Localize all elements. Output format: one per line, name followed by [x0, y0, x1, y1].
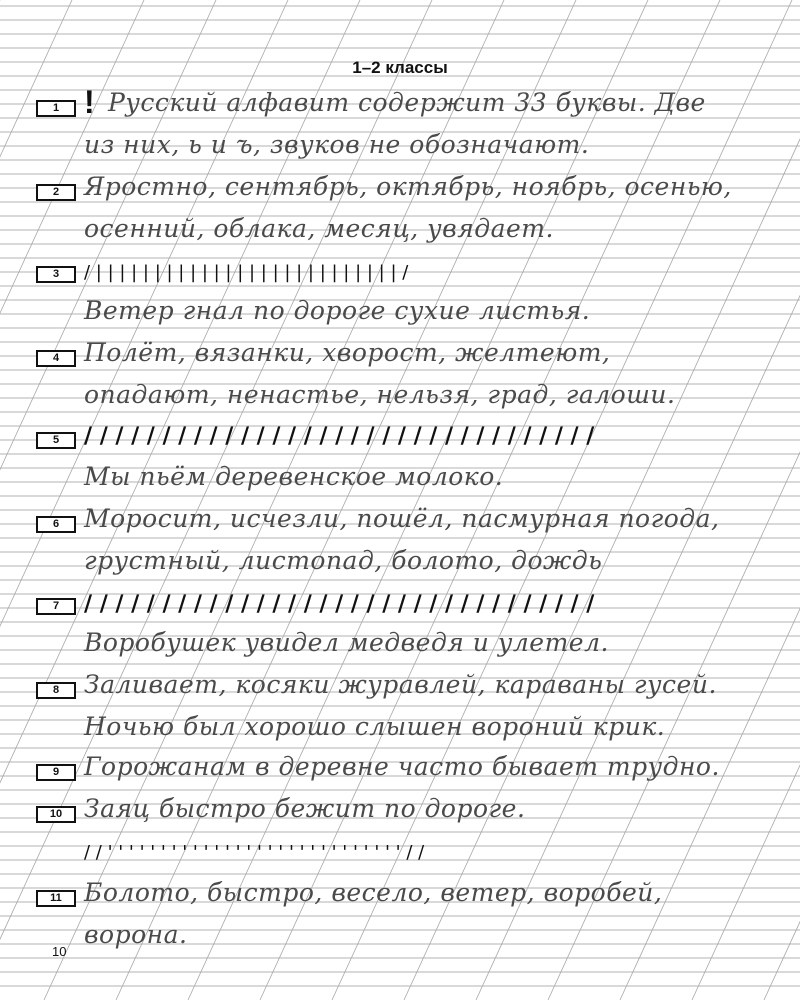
- exercise-11-line-2: ворона.: [84, 920, 188, 949]
- exercise-number-8: 8: [36, 682, 76, 699]
- exclamation-icon: !: [84, 84, 95, 120]
- exercise-number-3: 3: [36, 266, 76, 283]
- exercise-3-stroke-marks: / | | | | | | | | | | | | | | | | | | | | | | | | | | /: [84, 262, 409, 283]
- exercise-4-line-2: опадают, ненастье, нельзя, град, галоши.: [84, 380, 676, 409]
- exercise-1-line-1: Русский алфавит содержит 33 буквы. Две: [108, 88, 706, 117]
- page-title: 1–2 классы: [352, 58, 448, 77]
- exercise-2-line-2: осенний, облака, месяц, увядает.: [84, 214, 554, 243]
- exercise-number-6: 6: [36, 516, 76, 533]
- exercise-number-4: 4: [36, 350, 76, 367]
- exercise-8-line-2: Ночью был хорошо слышен вороний крик.: [84, 712, 666, 741]
- exercise-9-line-1: Горожанам в деревне часто бывает трудно.: [84, 752, 720, 781]
- exercise-8-line-1: Заливает, косяки журавлей, караваны гусей.: [84, 670, 717, 699]
- exercise-number-2: 2: [36, 184, 76, 201]
- exercise-number-9: 9: [36, 764, 76, 781]
- page-number: 10: [52, 944, 67, 959]
- exercise-4-line-1: Полёт, вязанки, хворост, желтеют,: [84, 338, 611, 367]
- exercise-number-10: 10: [36, 806, 76, 823]
- exercise-7-line-1: Воробушек увидел медведя и улетел.: [84, 628, 609, 657]
- exercise-number-7: 7: [36, 598, 76, 615]
- exercise-5-stroke-marks: / / / / / / / / / / / / / / / / / / / / / / / / / / / / / / / / /: [84, 424, 595, 449]
- exercise-6-line-1: Моросит, исчезли, пошёл, пасмурная погода,: [84, 504, 720, 533]
- exercise-2-line-1: Яростно, сентябрь, октябрь, ноябрь, осенью,: [84, 172, 732, 201]
- exercise-10-stroke-marks: / / ' ' ' ' ' ' ' ' ' ' ' ' ' ' ' ' ' ' ' ' ' ' ' ' ' ' ' ' / /: [84, 842, 425, 863]
- exercise-3-line-1: Ветер гнал по дороге сухие листья.: [84, 296, 591, 325]
- exercise-6-line-2: грустный, листопад, болото, дождь: [84, 546, 603, 575]
- exercise-number-11: 11: [36, 890, 76, 907]
- exercise-11-line-1: Болото, быстро, весело, ветер, воробей,: [84, 878, 663, 907]
- exercise-7-stroke-marks: / / / / / / / / / / / / / / / / / / / / / / / / / / / / / / / / /: [84, 592, 595, 617]
- exercise-number-5: 5: [36, 432, 76, 449]
- exercise-10-line-1: Заяц быстро бежит по дороге.: [84, 794, 526, 823]
- exercise-5-line-1: Мы пьём деревенское молоко.: [84, 462, 504, 491]
- exercise-number-1: 1: [36, 100, 76, 117]
- exercise-1-line-2: из них, ь и ъ, звуков не обозначают.: [84, 130, 590, 159]
